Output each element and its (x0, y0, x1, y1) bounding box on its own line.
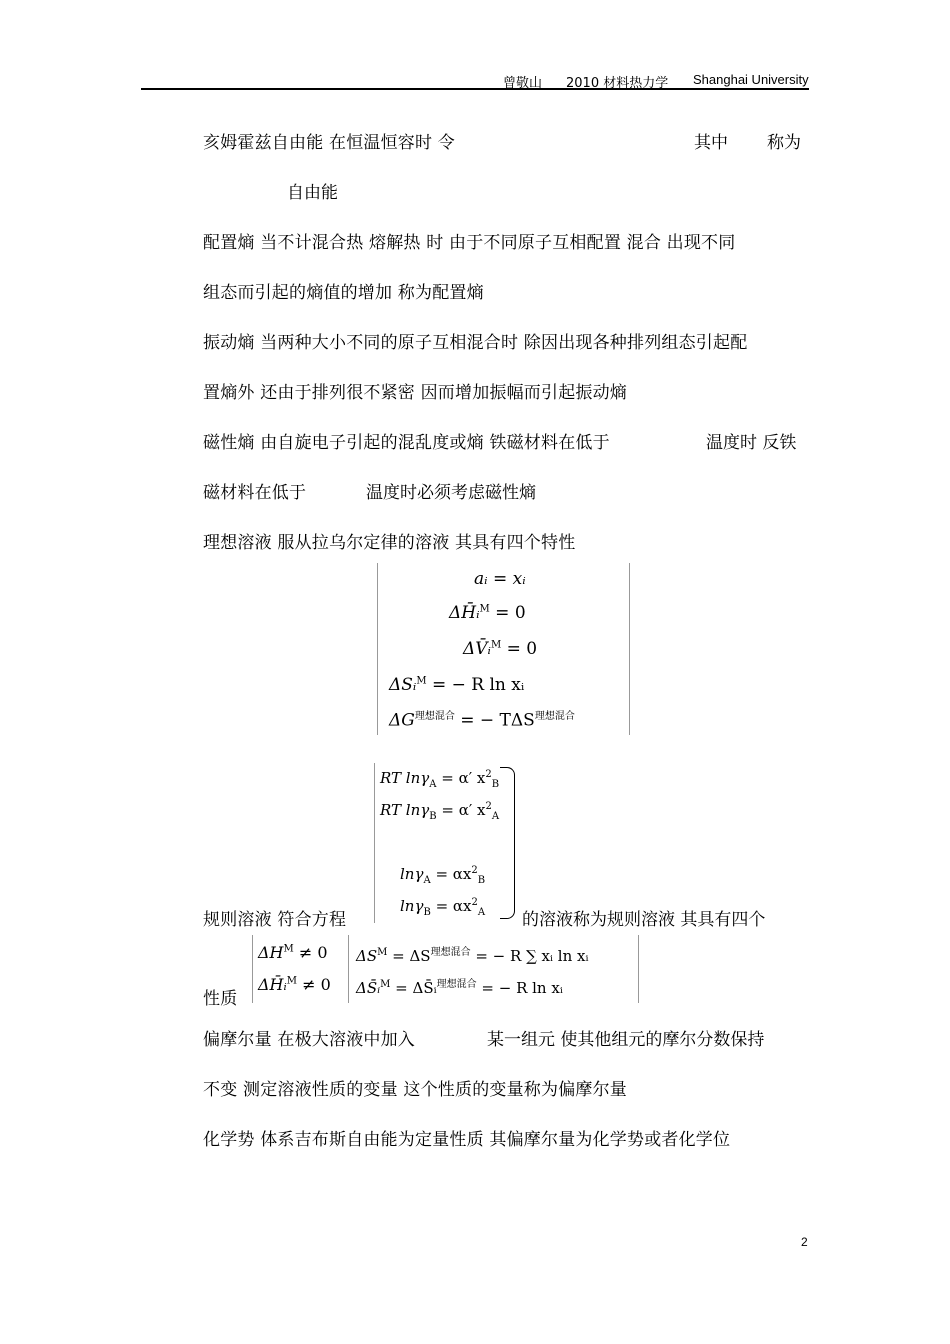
eq-term: = − R ln xᵢ (426, 675, 525, 695)
eq-subscript: B (477, 875, 486, 886)
eq-term: lnγ (400, 897, 424, 915)
eq-subscript: B (491, 779, 500, 790)
text-line-regular-solution-b: 的溶液称为规则溶液 其具有四个 (522, 910, 766, 930)
text-line-magnetic-entropy-1a: 磁性熵 由自旋电子引起的混乱度或熵 铁磁材料在低于 (203, 433, 610, 453)
text-line-magnetic-entropy-2a: 磁材料在低于 (203, 483, 307, 503)
text-line-chemical-potential: 化学势 体系吉布斯自由能为定量性质 其偏摩尔量为化学势或者化学位 (203, 1130, 731, 1150)
text-line-helmholtz-called: 称为 (767, 133, 801, 153)
eq-term: ΔH (258, 943, 284, 962)
eq-term: = 0 (501, 639, 538, 659)
header-rule (141, 88, 809, 90)
text-line-vibration-entropy-2: 置熵外 还由于排列很不紧密 因而增加振幅而引起振动熵 (203, 383, 628, 403)
equation-gibbs (389, 707, 575, 731)
eq-subscript: A (429, 779, 437, 790)
header-school: Shanghai University (693, 72, 809, 87)
equation-regular-1 (380, 769, 499, 790)
equation-box-border (252, 935, 253, 1003)
equation-entropy (389, 675, 524, 695)
eq-subscript: A (477, 907, 486, 918)
property-partial-entropy (356, 975, 563, 997)
eq-term: ≠ 0 (293, 943, 328, 962)
eq-term: = ΔS̄ᵢ (390, 979, 437, 997)
text-line-partial-molar-1a: 偏摩尔量 在极大溶液中加入 (203, 1030, 416, 1050)
eq-superscript: 理想混合 (534, 711, 575, 722)
eq-term: = − R ∑ xᵢ ln xᵢ (470, 947, 589, 965)
property-enthalpy (258, 943, 328, 962)
text-line-properties: 性质 (203, 989, 238, 1009)
eq-term: ΔH̄ᵢ (258, 975, 287, 994)
eq-superscript: 2 (471, 897, 478, 908)
eq-term: = − TΔS (454, 710, 535, 731)
text-line-helmholtz-where: 其中 (694, 133, 728, 153)
eq-term: ΔH̄ᵢ (449, 603, 480, 623)
eq-term: = 0 (489, 603, 526, 623)
eq-superscript: M (283, 943, 294, 955)
equation-box-border (377, 563, 378, 735)
regular-solution-properties (252, 935, 640, 1003)
eq-term: ΔSᵢ (389, 675, 417, 695)
text-line-partial-molar-2: 不变 测定溶液性质的变量 这个性质的变量称为偏摩尔量 (203, 1080, 628, 1100)
text-line-magnetic-entropy-1b: 温度时 反铁 (706, 433, 797, 453)
text-line-config-entropy-2: 组态而引起的熵值的增加 称为配置熵 (203, 283, 484, 303)
eq-superscript: 2 (485, 801, 492, 812)
eq-term: = ΔS (387, 947, 431, 965)
header-course: 2010 材料热力学 (566, 76, 669, 91)
page-number: 2 (801, 1235, 808, 1249)
eq-superscript: 2 (471, 865, 478, 876)
equation-regular-3 (400, 865, 485, 886)
eq-term: ΔV̄ᵢ (463, 639, 491, 659)
text-line-helmholtz: 亥姆霍兹自由能 在恒温恒容时 令 (203, 133, 456, 153)
text-line-ideal-solution: 理想溶液 服从拉乌尔定律的溶液 其具有四个特性 (203, 533, 576, 553)
eq-term: ΔS̄ᵢ (356, 979, 381, 997)
text-line-magnetic-entropy-2b: 温度时必须考虑磁性熵 (366, 483, 536, 503)
eq-superscript: 理想混合 (414, 711, 455, 722)
text-line-free-energy: 自由能 (287, 183, 338, 203)
eq-term: ΔG (389, 710, 415, 731)
eq-superscript: M (380, 979, 391, 990)
eq-superscript: 理想混合 (436, 979, 477, 990)
equation-regular-4 (400, 897, 485, 918)
equation-brace (500, 767, 515, 919)
eq-term: = αx (430, 897, 472, 915)
equation-enthalpy (449, 603, 526, 623)
eq-superscript: M (377, 947, 388, 958)
eq-term: = αx (430, 865, 472, 883)
equation-volume (463, 639, 537, 659)
eq-superscript: M (286, 975, 297, 987)
equation-box-border (374, 763, 375, 923)
eq-term: = α′ x (436, 769, 486, 787)
ideal-solution-equations (377, 563, 630, 735)
eq-superscript: M (416, 675, 427, 687)
equation-activity: aᵢ = xᵢ (474, 569, 526, 589)
equation-regular-2 (380, 801, 499, 822)
eq-term: ≠ 0 (296, 975, 331, 994)
eq-superscript: 2 (485, 769, 492, 780)
equation-box-border (629, 563, 630, 735)
eq-term: = α′ x (436, 801, 486, 819)
eq-term: RT lnγ (380, 769, 430, 787)
page-header (0, 72, 809, 91)
eq-superscript: M (479, 603, 490, 615)
eq-subscript: A (491, 811, 500, 822)
eq-subscript: B (429, 811, 437, 822)
text-line-config-entropy-1: 配置熵 当不计混合热 熔解热 时 由于不同原子互相配置 混合 出现不同 (203, 233, 736, 253)
eq-superscript: 理想混合 (430, 947, 471, 958)
equation-box-border (348, 935, 349, 1003)
eq-term: lnγ (400, 865, 424, 883)
header-author: 曾敬山 (503, 76, 543, 91)
text-line-partial-molar-1b: 某一组元 使其他组元的摩尔分数保持 (487, 1030, 765, 1050)
text-line-regular-solution-a: 规则溶液 符合方程 (203, 910, 347, 930)
eq-subscript: B (423, 907, 431, 918)
eq-subscript: A (423, 875, 431, 886)
property-entropy (356, 943, 589, 965)
eq-term: RT lnγ (380, 801, 430, 819)
eq-superscript: M (490, 639, 502, 651)
equation-box-border (638, 935, 639, 1003)
text-line-vibration-entropy-1: 振动熵 当两种大小不同的原子互相混合时 除因出现各种排列组态引起配 (203, 333, 748, 353)
property-partial-enthalpy (258, 975, 331, 994)
regular-solution-equations (374, 763, 522, 923)
eq-term: ΔS (356, 947, 378, 965)
eq-term: = − R ln xᵢ (476, 979, 563, 997)
